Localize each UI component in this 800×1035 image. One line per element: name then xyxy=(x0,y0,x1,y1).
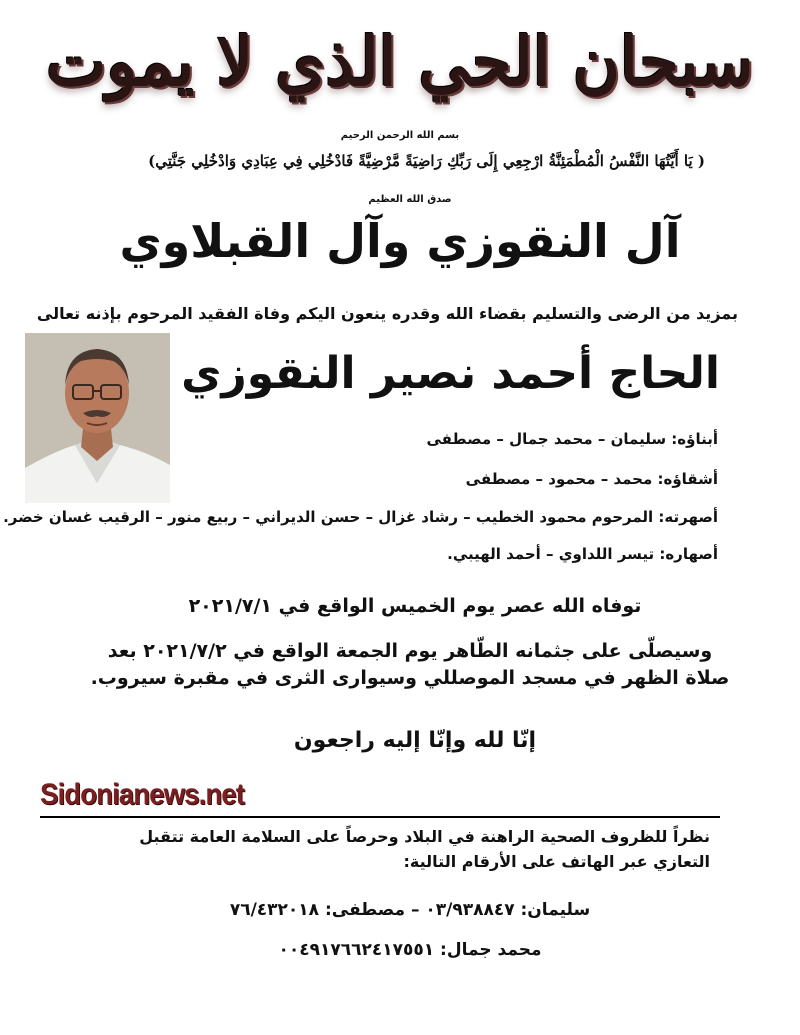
in-laws-line: أصهاره: تيسر اللداوي – أحمد الهيبي. xyxy=(447,545,718,563)
verse-closing: صدق الله العظيم xyxy=(368,194,452,205)
brothers-line: أشقاؤه: محمد – محمود – مصطفى xyxy=(465,470,718,488)
funeral-prayer-notice: وسيصلّى على جثمانه الطّاهر يوم الجمعة الواقع في ٢٠٢١/٧/٢ بعد صلاة الظهر في مسجد الموصللي وسيوارى الثرى في مقبرة سيروب. xyxy=(90,640,730,689)
deceased-name: الحاج أحمد نصير النقوزي xyxy=(181,348,720,399)
closing-phrase: إنّا لله وإنّا إليه راجعون xyxy=(293,728,537,753)
phone-numbers-line-1: سليمان: ٠٣/٩٣٨٨٤٧ – مصطفى: ٧٦/٤٣٢٠١٨ xyxy=(229,900,591,920)
sons-in-law-line: أصهرته: المرحوم محمود الخطيب – رشاد غزال – حسن الديراني – ربيع منور – الرقيب غسان خضر. xyxy=(3,508,718,526)
condolence-notice: نظراً للظروف الصحية الراهنة في البلاد وحرصاً على السلامة العامة تتقبل التعازي عبر الهاتف على الأرقام التالية: xyxy=(139,827,710,871)
intro-text: بمزيد من الرضى والتسليم بقضاء الله وقدره ينعون اليكم وفاة الفقيد المرحوم بإذنه تعالى xyxy=(36,304,738,323)
deceased-photo xyxy=(25,333,170,503)
calligraphy-header xyxy=(46,12,754,112)
family-title: آل النقوزي وآل القبلاوي xyxy=(119,214,681,268)
site-watermark: Sidonianews.net xyxy=(40,778,244,811)
death-notice: توفاه الله عصر يوم الخميس الواقع في ٢٠٢١/٧/١ xyxy=(188,595,642,617)
basmala: بسم الله الرحمن الرحيم xyxy=(340,130,460,141)
quran-verse: ( يَا أَيَّتُهَا النَّفْسُ الْمُطْمَئِنَّةُ ارْجِعِي إِلَى رَبِّكِ رَاضِيَةً مَّرْضِيَّةً فَادْخُلِي فِي عِبَادِي وَادْخُلِي جَنَّتِي) xyxy=(148,152,705,170)
divider-line xyxy=(40,816,720,818)
calligraphy-text: سبحان الحي الذي لا يموت xyxy=(46,22,754,102)
sons-line: أبناؤه: سليمان – محمد جمال – مصطفى xyxy=(426,430,718,448)
phone-numbers-line-2: محمد جمال: ٠٠٤٩١٧٦٦٢٤١٧٥٥١ xyxy=(278,940,542,960)
